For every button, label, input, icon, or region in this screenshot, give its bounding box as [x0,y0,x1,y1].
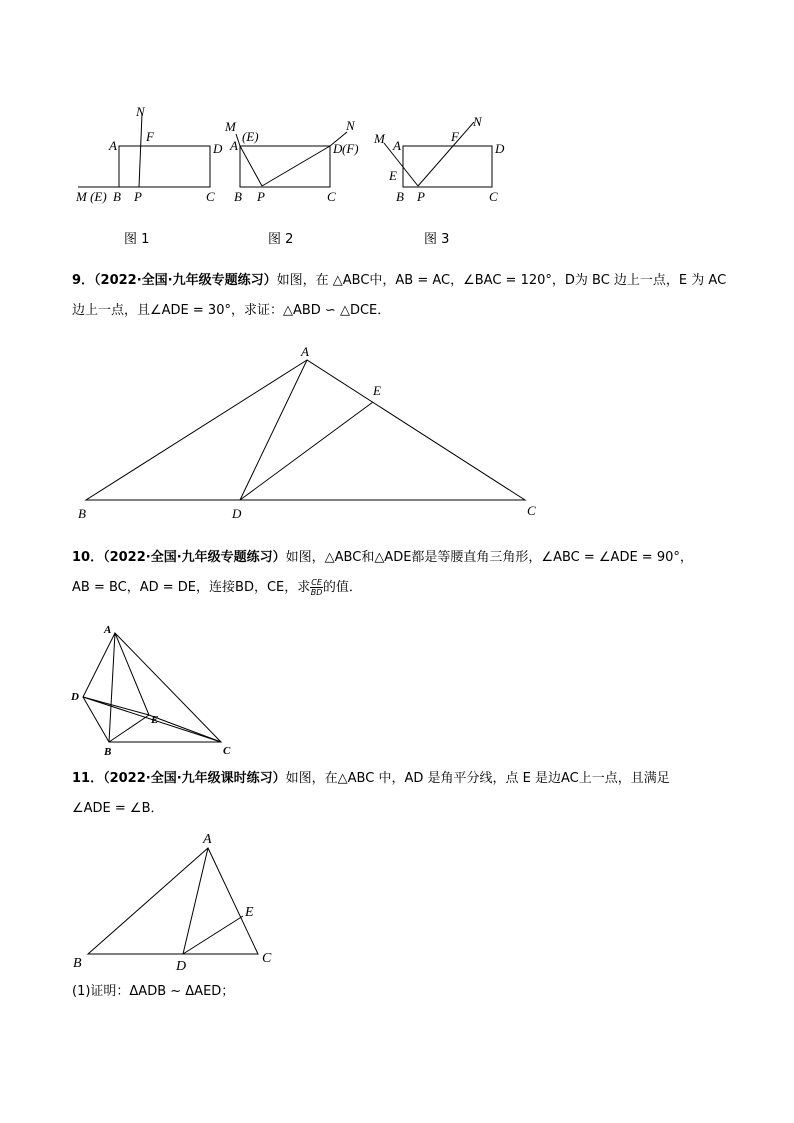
figure-3 [370,100,530,210]
question-9-line-2: 边上一点，且∠ADE = 30°，求证：△ABD ∽ △DCE． [72,303,391,318]
figure-q9 [70,340,550,530]
triangle-abc [109,633,221,742]
label-d: D [71,691,79,703]
label-b: B [104,746,112,758]
line-ep [403,167,418,186]
label-p: P [257,189,265,204]
fraction-ce-bd [310,578,323,597]
label-d: D [176,959,187,974]
label-m: M [225,119,236,134]
label-a: A [203,832,212,847]
triangle-ade [83,633,149,715]
label-e: E [389,168,397,183]
line-de [183,916,243,954]
label-d: D [495,141,505,156]
label-c: C [206,189,215,204]
question-number: 10． [72,550,104,565]
figure-2 [220,100,380,210]
fraction-denominator: BD [310,588,323,597]
label-f: F [451,129,459,144]
triangle-abc [88,848,258,954]
line-de [240,402,373,500]
label-c: C [262,951,272,966]
question-source: （2022·全国·九年级课时练习） [103,771,286,786]
label-p: P [417,189,425,204]
question-text: AB = BC，AD = DE，连接BD，CE，求 [72,580,311,595]
question-11 [72,764,732,824]
line-ad [183,848,208,954]
rectangle-abcd [240,146,330,187]
fraction-numerator: CE [311,578,322,587]
figure-1-caption: 图 1 [124,232,150,247]
label-p: P [134,189,142,204]
figure-2-caption: 图 2 [268,232,294,247]
label-a: A [230,138,238,153]
question-number: 11． [72,771,104,786]
label-b: B [234,189,242,204]
line-ap [240,146,262,186]
label-c: C [489,189,498,204]
label-a: A [301,344,309,359]
line-eb [109,715,149,742]
question-10 [72,543,732,603]
question-9-line-1 [72,266,732,296]
question-11-line-1 [72,764,732,794]
label-c: C [223,745,231,757]
line-pn [418,122,474,186]
figure-1 [70,100,230,210]
question-text: 如图，在 △ABC中，AB = AC，∠BAC = 120°，D为 BC 边上一点，E 为 AC [276,273,727,288]
figure-q11 [70,828,290,978]
label-d: D [213,141,223,156]
triangle-abc [86,360,525,500]
figure-3-caption: 图 3 [424,232,450,247]
label-b: B [78,506,86,521]
label-a: A [104,624,112,636]
label-me: M (E) [76,189,107,204]
label-b: B [113,189,121,204]
question-source: （2022·全国·九年级专题练习） [94,273,277,288]
label-n: N [346,118,355,133]
question-11-part-1: (1)证明：ΔADB ~ ΔAED； [72,984,235,999]
question-9 [72,266,732,326]
line-pn [139,114,142,187]
label-e: E [373,383,381,398]
question-text: 的值． [322,580,362,595]
label-b: B [396,189,404,204]
label-m: M [374,131,385,146]
label-f: (F) [342,141,359,156]
label-d: D [333,141,343,156]
label-e: E [151,714,159,726]
label-e: E [245,905,254,920]
line-pd [262,146,330,186]
label-c: C [527,503,536,518]
label-c: C [327,189,336,204]
label-d: D [232,506,242,521]
question-11-line-2: ∠ADE = ∠B． [72,801,164,816]
question-source: （2022·全国·九年级专题练习） [103,550,286,565]
question-text: 如图，△ABC和△ADE都是等腰直角三角形，∠ABC = ∠ADE = 90°， [285,550,693,565]
question-text: 如图，在△ABC 中，AD 是角平分线，点 E 是边AC上一点，且满足 [285,771,670,786]
label-a: A [109,138,117,153]
label-e: (E) [242,129,259,144]
question-10-line-2 [72,573,732,603]
line-ec [149,715,221,742]
label-b: B [73,956,82,971]
label-a: A [393,138,401,153]
question-number: 9． [72,273,95,288]
rectangle-abcd [119,146,210,187]
figure-q10 [68,620,248,760]
label-n: N [473,114,482,129]
label-n: N [136,104,145,119]
label-f: F [146,129,154,144]
question-10-line-1 [72,543,732,573]
